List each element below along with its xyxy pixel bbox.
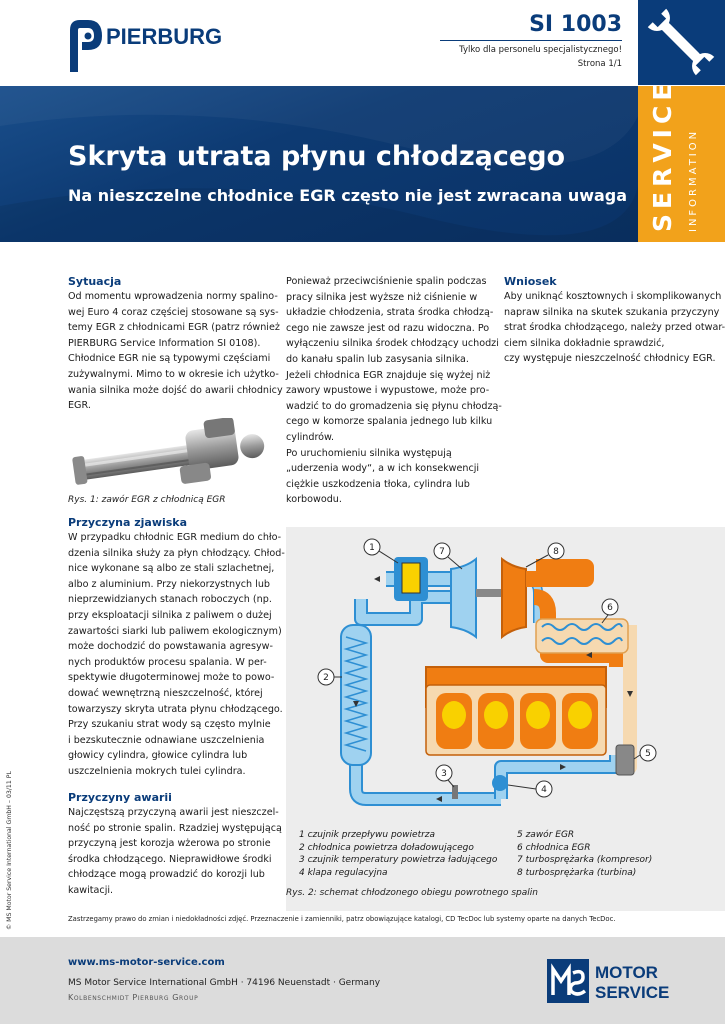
cause-section (68, 515, 285, 780)
text-line: Od momentu wprowadzenia normy spalino- (68, 291, 278, 302)
company-address: MS Motor Service International GmbH · 74196 Neuenstadt · Germany (68, 978, 381, 988)
text-line: Przy szukaniu strat wody są często mylnie (68, 719, 271, 731)
service-label: SERVICE (648, 78, 677, 232)
website-link[interactable]: www.ms-motor-service.com (68, 957, 225, 968)
group-name: Kolbenschmidt Pierburg Group (68, 993, 199, 1002)
failure-causes-section (68, 790, 282, 899)
text-line: „uderzenia wody“, a w ich konsekwencji (286, 463, 480, 475)
section-heading: Wniosek (504, 275, 557, 288)
svg-text:6: 6 (607, 603, 613, 613)
text-line: Najczęstszą przyczyną awarii jest nieszczel- (68, 807, 279, 818)
text-line: EGR. (68, 400, 91, 412)
text-line: wej Euro 4 coraz częściej stosowane są sys- (68, 306, 279, 318)
svg-text:1: 1 (369, 543, 375, 553)
legend-item: 2 chłodnica powietrza doładowującego (299, 842, 474, 853)
text-line: korbowodu. (286, 494, 342, 506)
legend-left (299, 829, 497, 879)
copyright-note: © MS Motor Service International GmbH – 03/11 PL (6, 771, 13, 930)
explanation-section (286, 274, 502, 508)
document-id: SI 1003 (529, 12, 622, 37)
legend-item: 5 zawór EGR (517, 830, 575, 840)
text-line: zawory wpustowe i wypustowe, może pro- (286, 385, 490, 397)
callout-4 (508, 781, 552, 797)
text-line: ciem silnika dokładnie sprawdzić, (504, 337, 665, 349)
callout-5 (634, 745, 656, 761)
svg-text:2: 2 (323, 673, 329, 683)
text-line: środka chłodzącego. Nieprawidłowe środki (68, 853, 272, 865)
text-line: cego w komorze spalania jednego lub kilku (286, 416, 493, 428)
text-line: wania silnika może dojść do awarii chłodnicy (68, 384, 283, 396)
text-line: wadzić to do gromadzenia się płynu chłodzą- (286, 400, 502, 412)
callout-7 (434, 543, 462, 569)
page-subtitle: Na nieszczelne chłodnice EGR często nie jest zwracana uwaga (68, 186, 628, 205)
legend-right (517, 829, 652, 879)
motor-service-logo (547, 957, 697, 1005)
legend-item: 8 turbosprężarka (turbina) (517, 867, 637, 878)
section-body (68, 805, 282, 899)
section-body (68, 289, 283, 414)
text-line: cylindrów. (286, 431, 335, 443)
text-line: do kanału spalin lub zasysania silnika. (286, 353, 469, 365)
text-line: zawartości siarki lub paliwem ekologicznym) (68, 625, 282, 637)
logo-text-service: SERVICE (595, 983, 670, 1002)
svg-text:7: 7 (439, 547, 445, 557)
legend-item: 3 czujnik temperatury powietrza ładującego (299, 855, 498, 865)
text-line: PIERBURG Service Information SI 0108). (68, 337, 261, 349)
text-line: pracy silnika jest wyższe niż ciśnienie w (286, 291, 478, 303)
text-line: chłodzące mogą prowadzić do korozji lub (68, 869, 265, 881)
text-line: strat środka chłodzącego, należy przed otwar- (504, 322, 725, 334)
text-line: W przypadku chłodnic EGR medium do chło- (68, 532, 282, 543)
section-body (504, 289, 725, 367)
section-body (286, 274, 502, 508)
text-line: towarzyszy skryta utrata płynu chłodzącego. (68, 703, 283, 715)
text-line: przy eksploatacji silnika z paliwem o dużej (68, 609, 272, 621)
information-label: INFORMATION (688, 128, 699, 232)
diagram-caption: Rys. 2: schemat chłodzonego obiegu powrotnego spalin (286, 888, 538, 898)
photo-caption: Rys. 1: zawór EGR z chłodnicą EGR (68, 495, 226, 505)
text-line: układzie chłodzenia, strata środka chłodzą- (286, 307, 494, 319)
text-line: nieprzewidzianych stanach roboczych (np. (68, 594, 272, 606)
section-heading: Przyczyna zjawiska (68, 516, 188, 529)
text-line: Ponieważ przeciwciśnienie spalin podczas (286, 276, 487, 287)
text-line: Chłodnice EGR nie są typowymi częściami (68, 353, 271, 365)
svg-text:3: 3 (441, 769, 447, 779)
text-line: Po uruchomieniu silnika występują (286, 447, 452, 459)
legend-item: 1 czujnik przepływu powietrza (299, 830, 436, 840)
text-line: napraw silnika na skutek szukania przyczyny (504, 306, 720, 318)
text-line: zużywalnymi. Mimo to w okresie ich użytko- (68, 368, 279, 380)
svg-text:8: 8 (553, 547, 559, 557)
text-line: ność po stronie spalin. Rzadziej występującą (68, 822, 282, 834)
text-line: nice wykonane są albo ze stali szlachetnej, (68, 563, 275, 575)
section-heading: Sytuacja (68, 275, 122, 288)
text-line: przyczyną jest korozja wżerowa po stronie (68, 838, 271, 850)
text-line: kawitacji. (68, 884, 114, 896)
situation-section (68, 274, 283, 414)
text-line: czy występuje nieszczelność chłodnicy EGR. (504, 353, 716, 365)
wrench-panel (638, 0, 725, 85)
legend-item: 6 chłodnica EGR (517, 842, 591, 853)
audience-note: Tylko dla personelu specjalistycznego! (459, 45, 622, 55)
text-line: ciężkie uszkodzenia tłoka, cylindra lub (286, 478, 470, 490)
text-line: uszczelnienia mokrych tulei cylindra. (68, 765, 246, 777)
brand-name: PIERBURG (106, 24, 223, 49)
disclaimer: Zastrzegamy prawo do zmian i niedokładności zdjęć. Przeznaczenie i zamienniki, patrz obowiązujące katalogi, CD TecDoc lub systemy oparte na danych TecDoc. (68, 915, 616, 923)
legend-item: 7 turbosprężarka (kompresor) (517, 855, 653, 865)
egr-valve-photo (68, 418, 274, 496)
page-title: Skryta utrata płynu chłodzącego (68, 141, 566, 172)
pierburg-logo (66, 16, 256, 74)
legend-item: 4 klapa regulacyjna (299, 867, 388, 878)
text-line: wyłączeniu silnika środek chłodzący uchodzi (286, 338, 499, 350)
callout-1 (364, 539, 398, 563)
text-line: spektywie długoterminowej może to powo- (68, 672, 275, 684)
page-number: Strona 1/1 (577, 59, 622, 69)
text-line: albo z aluminium. Przy niekorzystnych lub (68, 578, 271, 590)
wrench-icon (638, 0, 725, 85)
svg-text:4: 4 (541, 785, 547, 795)
text-line: i bezskutecznie odnawiane uszczelnienia (68, 734, 265, 746)
section-heading: Przyczyny awarii (68, 791, 172, 804)
text-line: dzenia silnika służy za płyn chłodzący. Chłod- (68, 547, 285, 559)
text-line: cego nie zawsze jest od razu widoczna. Po (286, 322, 490, 334)
callout-3 (436, 765, 454, 787)
text-line: może dochodzić do powstawania agresyw- (68, 641, 273, 653)
header-rule (440, 40, 622, 41)
conclusion-section (504, 274, 725, 367)
text-line: Jeżeli chłodnica EGR znajduje się wyżej niż (286, 369, 491, 381)
section-body (68, 530, 285, 780)
svg-text:5: 5 (645, 749, 651, 759)
text-line: nych produktów procesu spalania. W per- (68, 656, 267, 668)
logo-text-motor: MOTOR (595, 963, 658, 982)
text-line: dować wewnętrzną nieszczelność, której (68, 687, 263, 699)
text-line: temy EGR z chłodnicami EGR (patrz również (68, 322, 280, 334)
callout-2 (318, 669, 342, 685)
text-line: Aby uniknąć kosztownych i skomplikowanych (504, 291, 722, 302)
text-line: głowicy cylindra, głowice cylindra lub (68, 750, 248, 762)
